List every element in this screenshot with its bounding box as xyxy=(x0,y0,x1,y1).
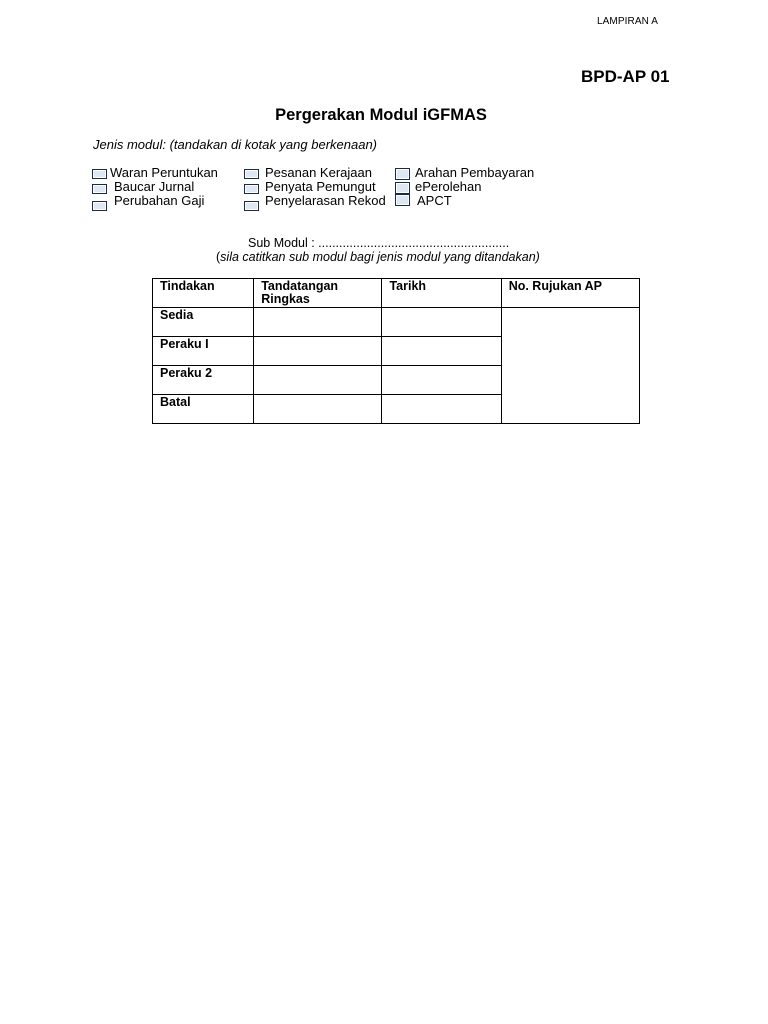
table-header-row xyxy=(153,279,640,308)
module-option-label: Baucar Jurnal xyxy=(114,179,195,194)
date-cell[interactable] xyxy=(382,337,501,366)
sub-modul-field[interactable]: Sub Modul : ....................................................... xyxy=(248,236,510,250)
module-option-label: Arahan Pembayaran xyxy=(415,165,535,180)
table-row xyxy=(153,308,640,337)
signature-cell[interactable] xyxy=(254,337,382,366)
row-label-peraku-1: Peraku I xyxy=(153,337,254,366)
lampiran-label: LAMPIRAN A xyxy=(597,16,659,27)
checkbox[interactable] xyxy=(92,169,107,179)
date-cell[interactable] xyxy=(382,308,501,337)
date-cell[interactable] xyxy=(382,366,501,395)
signature-cell[interactable] xyxy=(254,395,382,424)
checkbox[interactable] xyxy=(395,182,410,194)
row-label-peraku-2: Peraku 2 xyxy=(153,366,254,395)
row-label-batal: Batal xyxy=(153,395,254,424)
module-option-label: Penyelarasan Rekod xyxy=(265,193,386,208)
date-cell[interactable] xyxy=(382,395,501,424)
checkbox[interactable] xyxy=(92,184,107,194)
checkbox[interactable] xyxy=(244,184,259,194)
document-code: BPD-AP 01 xyxy=(581,67,670,86)
module-option-label: Waran Peruntukan xyxy=(110,165,218,180)
rujukan-ap-cell[interactable] xyxy=(501,308,639,424)
module-option-label: APCT xyxy=(417,193,452,208)
sub-modul-note xyxy=(216,250,540,264)
note-text: sila catitkan sub modul bagi jenis modul yang ditandakan) xyxy=(220,250,540,264)
checkbox[interactable] xyxy=(244,169,259,179)
signature-cell[interactable] xyxy=(254,366,382,395)
checkbox[interactable] xyxy=(395,168,410,180)
jenis-modul-instruction: Jenis modul: (tandakan di kotak yang berkenaan) xyxy=(93,137,378,152)
checkbox[interactable] xyxy=(395,194,410,206)
header-tindakan: Tindakan xyxy=(153,279,254,308)
module-option-label: ePerolehan xyxy=(415,179,482,194)
row-label-sedia: Sedia xyxy=(153,308,254,337)
header-no-rujukan-ap: No. Rujukan AP xyxy=(501,279,639,308)
header-tarikh: Tarikh xyxy=(382,279,501,308)
note-open-paren: ( xyxy=(216,250,221,264)
module-option-label: Penyata Pemungut xyxy=(265,179,376,194)
checkbox[interactable] xyxy=(92,201,107,211)
page-title: Pergerakan Modul iGFMAS xyxy=(275,106,487,124)
approval-table xyxy=(152,278,640,424)
module-option-label: Perubahan Gaji xyxy=(114,193,205,208)
module-option-label: Pesanan Kerajaan xyxy=(265,165,372,180)
signature-cell[interactable] xyxy=(254,308,382,337)
checkbox[interactable] xyxy=(244,201,259,211)
header-tandatangan-ringkas: Tandatangan Ringkas xyxy=(254,279,382,308)
